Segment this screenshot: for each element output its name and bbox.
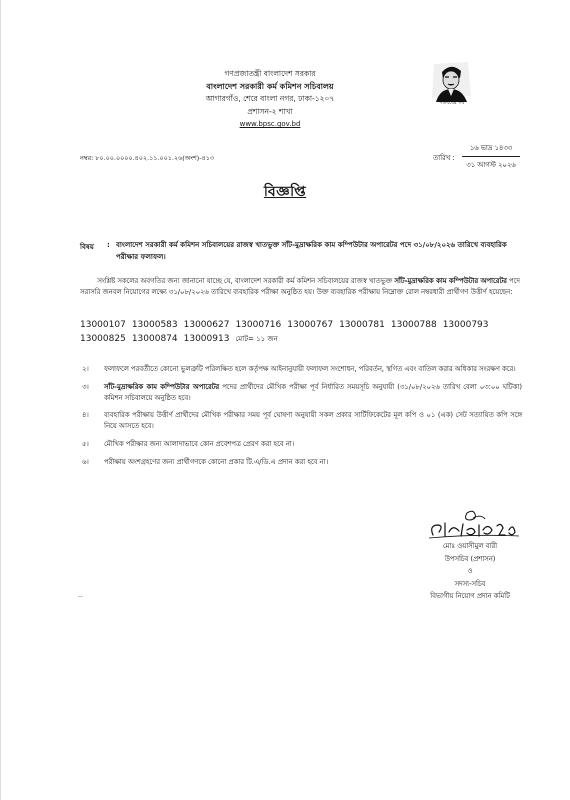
page-mark [78, 596, 83, 597]
date-label: তারিখ : [433, 154, 455, 162]
date-block [462, 142, 520, 171]
handwritten-signature-icon [415, 508, 525, 540]
note-number: ৪। [82, 411, 89, 420]
govt-name: গণপ্রজাতন্ত্রী বাংলাদেশ সরকার [224, 69, 316, 78]
notice-title: বিজ্ঞপ্তি [263, 184, 307, 200]
logo-caption: শতবর্ষের গর্ব [439, 100, 465, 106]
subject-label: বিষয় [80, 243, 94, 251]
website-link[interactable]: www.bpsc.gov.bd [239, 120, 301, 129]
note-item [82, 382, 522, 404]
office-name: বাংলাদেশ সরকারী কর্ম কমিশন সচিবালয় [206, 81, 334, 91]
roll-number: 13000913 [183, 333, 230, 344]
note-item [82, 457, 522, 468]
signatory-designation: উপসচিব (প্রশাসন) [444, 554, 496, 563]
note-text: ফলাফলে পরবর্তীতে কোনো ভুলত্রুটি পরিলক্ষিত হলে কর্তৃপক্ষ আইনানুযায়ী ফলাফল সংশোধন, পরিবর্তন, স্থগিত এবং বাতিল করার অধিকার সংরক্ষণ করে। [104, 365, 516, 373]
signature-block [405, 508, 535, 603]
signatory-conjunction: ও [467, 567, 473, 575]
intro-paragraph [80, 276, 520, 298]
note-text: পরীক্ষায় অংশগ্রহণের জন্য প্রার্থীগণকে কোনো প্রকার টি.এ/ডি.এ প্রদান করা হবে না। [104, 457, 329, 466]
letterhead [150, 68, 390, 131]
signatory-name: মোঃ ওয়াসীমুল বারী [442, 542, 498, 550]
subject-text: বাংলাদেশ সরকারী কর্ম কমিশন সচিবালয়ের রাজস্ব খাতভুক্ত সাঁট-মুদ্রাক্ষরিক কাম কম্পিউটার অপারেটর পদে ৩১/০৮/২০২৬ তারিখে ব্যবহারিক পরীক্ষার ফলাফল। [116, 241, 507, 261]
date-bangla: ১৬ ভাদ্র ১৪৩৩ [462, 142, 520, 157]
committee-name: বিভাগীয় নিয়োগ প্রদান কমিটি [430, 592, 510, 600]
intro-text-1: সংশ্লিষ্ট সকলের অবগতির জন্য জানানো যাচ্ছে যে, বাংলাদেশ সরকারী কর্ম কমিশন সচিবালয়ের রাজস্ব খাতভুক্ত [97, 277, 395, 285]
roll-number: 13000627 [183, 320, 230, 330]
roll-number: 13000874 [131, 333, 178, 344]
notes-list [82, 364, 522, 475]
date-english: ৩১ আগস্ট ২০২৬ [466, 161, 516, 169]
roll-number: 13000107 [80, 320, 126, 330]
note-number: ৫। [82, 439, 89, 448]
note-item [82, 364, 522, 375]
office-address: আগারগাঁও, শেরে বাংলা নগর, ঢাকা-১২০৭ [205, 94, 335, 104]
note-text: পদের প্রার্থীদের মৌখিক পরীক্ষা পূর্ব নির্ধারিত সময়সূচি অনুযায়ী (৩১/০৮/২০২৬ তারিখ বেলা ০৩:০০ ঘটিকা) কমিশন সচিবালয়ে অনুষ্ঠিত হবে। [104, 382, 522, 402]
note-text: ব্যবহারিক পরীক্ষায় উত্তীর্ণ প্রার্থীদের মৌখিক পরীক্ষার সময় পূর্ব ঘোষণা অনুযায়ী সকল প্রকার সার্টিফিকেটের মূল কপি ও ০১ (এক) সেট সত্যায়িত কপি সঙ্গে নিয়ে আসতে হবে। [104, 411, 522, 431]
note-text: মৌখিক পরীক্ষার জন্য আলাদাভাবে কোন প্রবেশপত্র প্রেরণ করা হবে না। [104, 439, 295, 448]
roll-number-list [80, 319, 530, 346]
note-item [82, 439, 522, 450]
total-count: মোট= ১১ জন [235, 334, 278, 343]
subject-colon: : [107, 241, 110, 249]
post-name: সাঁট-মুদ্রাক্ষরিক কাম কম্পিউটার অপারেটর [394, 277, 507, 285]
branch-name: প্রশাসন-২ শাখা [247, 106, 293, 116]
note-number: ৩। [82, 382, 89, 391]
intro-text-2: পদে সরাসরি জনবল নিয়োগের লক্ষ্যে ৩১/০৮/২০২৬ তারিখে ব্যবহারিক পরীক্ষা অনুষ্ঠিত হয়। উক্ত ব্যবহারিক পরীক্ষায় নিম্নোক্ত রোল নম্বরধারী প্রার্থীগণ উত্তীর্ণ হয়েছেন: [80, 277, 520, 296]
roll-number: 13000781 [339, 320, 385, 330]
roll-number: 13000583 [131, 320, 178, 330]
memo-number: নম্বর: ৮০.০০.০০০০.৪০২.১১.০০১.২৬(অংশ)-৪১৩ [80, 154, 215, 162]
roll-number: 13000825 [80, 333, 126, 344]
roll-number: 13000788 [390, 320, 437, 330]
note-post-name: সাঁট-মুদ্রাক্ষরিক কাম কম্পিউটার অপারেটর [104, 382, 220, 391]
roll-number: 13000767 [287, 320, 334, 330]
roll-number: 13000716 [235, 320, 282, 330]
note-item [82, 410, 522, 432]
note-number: ২। [82, 365, 89, 373]
portrait-logo-icon [428, 58, 474, 106]
signatory-role: সদস্য-সচিব [454, 579, 486, 588]
note-number: ৬। [82, 457, 89, 466]
roll-number: 13000793 [442, 320, 489, 330]
